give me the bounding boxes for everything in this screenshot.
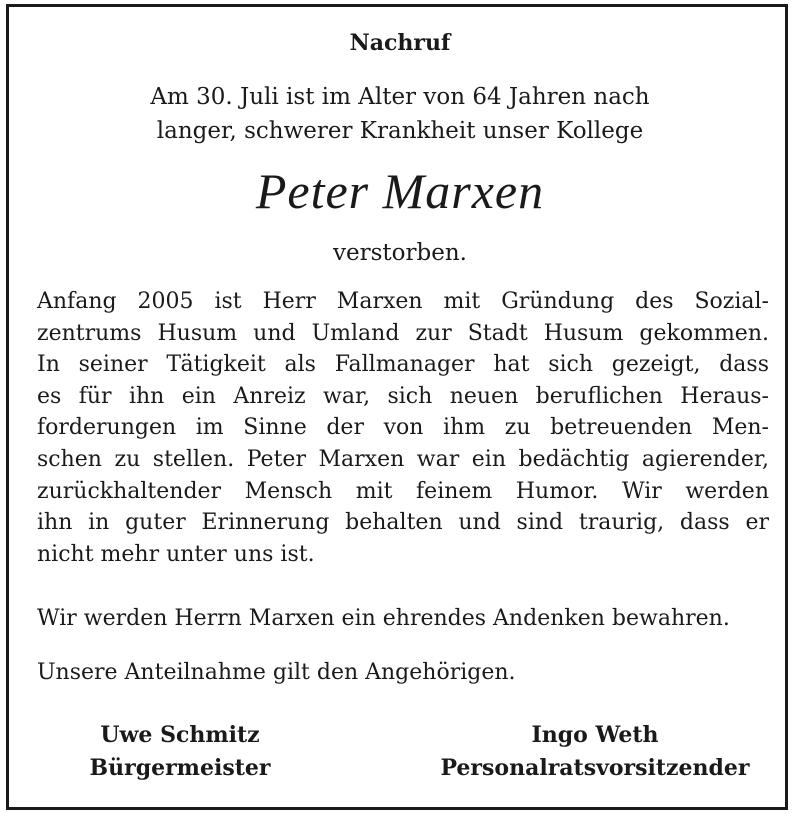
signature-right	[410, 719, 780, 785]
body-line: es für ihn ein Anreiz war, sich neuen beruflichen Heraus-	[37, 383, 769, 409]
body-line: zentrums Husum und Umland zur Stadt Husum gekommen.	[37, 320, 769, 346]
intro-line: langer, schwerer Krankheit unser Kollege	[156, 118, 644, 144]
remembrance-paragraph: Wir werden Herrn Marxen ein ehrendes Andenken bewahren.	[37, 606, 730, 631]
intro-line: Am 30. Juli ist im Alter von 64 Jahren nach	[150, 84, 650, 110]
deceased-name: Peter Marxen	[255, 163, 545, 219]
signatory-title: Bürgermeister	[89, 755, 271, 781]
body-line: nicht mehr unter uns ist.	[37, 541, 315, 567]
body-line: Anfang 2005 ist Herr Marxen mit Gründung des Sozial-	[37, 289, 769, 314]
signatory-name: Ingo Weth	[531, 722, 659, 748]
body-line: forderungen im Sinne der von ihm zu betreuenden Men-	[37, 415, 769, 441]
body-line: ihn in guter Erinnerung behalten und sind traurig, dass er	[37, 510, 769, 536]
intro-text	[0, 80, 800, 148]
condolence-paragraph: Unsere Anteilnahme gilt den Angehörigen.	[37, 660, 516, 685]
notice-heading: Nachruf	[349, 30, 451, 56]
body-paragraph	[37, 286, 769, 570]
signatory-title: Personalratsvorsitzender	[440, 755, 750, 781]
body-line: zurückhaltender Mensch mit feinem Humor. Wir werden	[37, 478, 769, 504]
signature-left	[60, 719, 300, 785]
signatory-name: Uwe Schmitz	[100, 722, 260, 748]
died-text: verstorben.	[333, 240, 467, 266]
body-line: In seiner Tätigkeit als Fallmanager hat sich gezeigt, dass	[37, 352, 769, 378]
body-line: schen zu stellen. Peter Marxen war ein bedächtig agierender,	[37, 446, 769, 472]
